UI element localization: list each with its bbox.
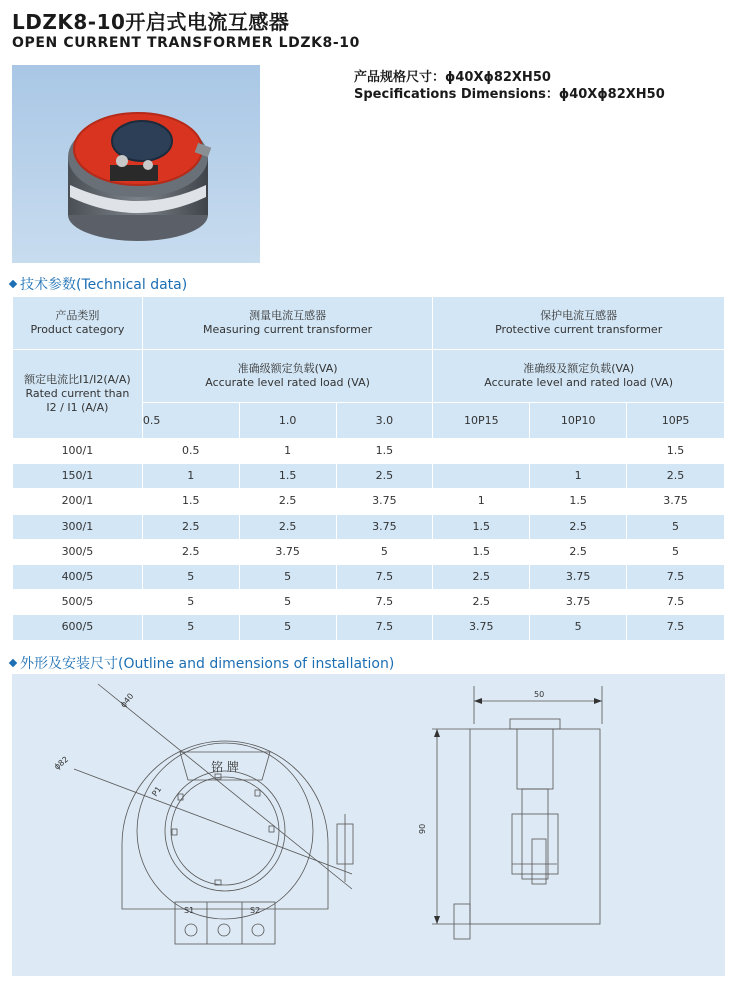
- accuracy-en: Accurate level rated load (VA): [205, 376, 370, 389]
- load-value-cell: 7.5: [336, 564, 433, 589]
- load-value-cell: 2.5: [433, 564, 530, 589]
- ratio-value-cell: 150/1: [13, 464, 143, 489]
- ratio-value-cell: 200/1: [13, 489, 143, 514]
- class-cell: 10P5: [627, 403, 725, 439]
- load-value-cell: 5: [142, 590, 239, 615]
- table-row: [13, 489, 725, 514]
- class-cell: 10P15: [433, 403, 530, 439]
- ratio-en1: Rated current than: [25, 387, 130, 400]
- table-row: [13, 564, 725, 589]
- load-value-cell: 5: [336, 539, 433, 564]
- load-value-cell: 1.5: [433, 539, 530, 564]
- load-value-cell: 2.5: [627, 464, 725, 489]
- category-en: Product category: [30, 323, 125, 336]
- accuracy-cell: [142, 350, 433, 403]
- load-value-cell: [433, 464, 530, 489]
- load-value-cell: 3.75: [530, 590, 627, 615]
- load-value-cell: 1.5: [433, 514, 530, 539]
- accuracy-prot-en: Accurate level and rated load (VA): [484, 376, 674, 389]
- technical-data-table: [12, 296, 725, 641]
- load-value-cell: 1.5: [530, 489, 627, 514]
- class-cell: 1.0: [239, 403, 336, 439]
- table-row: [13, 590, 725, 615]
- page-subtitle: OPEN CURRENT TRANSFORMER LDZK8-10: [12, 35, 360, 51]
- load-value-cell: 1.5: [142, 489, 239, 514]
- p1-label: P1: [150, 784, 164, 799]
- load-value-cell: 1.5: [627, 439, 725, 464]
- table-row: [13, 615, 725, 640]
- spec-en: Specifications Dimensions：ϕ40Xϕ82XH50: [354, 87, 665, 102]
- load-value-cell: 2.5: [336, 464, 433, 489]
- load-value-cell: 1: [142, 464, 239, 489]
- protective-en: Protective current transformer: [495, 323, 663, 336]
- load-value-cell: 3.75: [433, 615, 530, 640]
- table-body: [13, 439, 725, 641]
- load-value-cell: 2.5: [239, 489, 336, 514]
- header-row-category: [13, 297, 725, 350]
- ratio-en2: I2 / I1 (A/A): [46, 401, 109, 414]
- load-value-cell: 2.5: [239, 514, 336, 539]
- nameplate-label: 铭 牌: [211, 760, 239, 774]
- load-value-cell: 1: [433, 489, 530, 514]
- load-value-cell: 2.5: [142, 539, 239, 564]
- load-value-cell: 1.5: [336, 439, 433, 464]
- load-value-cell: 7.5: [627, 564, 725, 589]
- ratio-value-cell: 100/1: [13, 439, 143, 464]
- ratio-value-cell: 300/1: [13, 514, 143, 539]
- load-value-cell: 5: [627, 514, 725, 539]
- ratio-value-cell: 400/5: [13, 564, 143, 589]
- diamond-bullet-icon: [9, 659, 17, 667]
- ratio-value-cell: 300/5: [13, 539, 143, 564]
- load-value-cell: 1: [239, 439, 336, 464]
- outline-drawing-svg: [12, 674, 725, 976]
- load-value-cell: 3.75: [239, 539, 336, 564]
- measuring-cell: [142, 297, 433, 350]
- table-row: [13, 464, 725, 489]
- phi40-label: ϕ40: [118, 691, 136, 710]
- table-row: [13, 514, 725, 539]
- section-outline-label: 外形及安装尺寸(Outline and dimensions of installation): [20, 656, 395, 672]
- category-cn: 产品类别: [55, 309, 100, 322]
- load-value-cell: 2.5: [530, 539, 627, 564]
- accuracy-prot-cn: 准确级及额定负载(VA): [523, 362, 635, 375]
- section-technical-title: [10, 274, 187, 294]
- section-technical-label: 技术参数(Technical data): [20, 277, 188, 293]
- s2-label: S2: [250, 906, 261, 915]
- load-value-cell: 5: [142, 615, 239, 640]
- load-value-cell: 5: [530, 615, 627, 640]
- load-value-cell: 5: [142, 564, 239, 589]
- load-value-cell: 3.75: [336, 514, 433, 539]
- header-row-accuracy: [13, 350, 725, 403]
- section-outline-title: [10, 653, 394, 673]
- load-value-cell: 3.75: [627, 489, 725, 514]
- diamond-bullet-icon: [9, 280, 17, 288]
- table-row: [13, 439, 725, 464]
- load-value-cell: [530, 439, 627, 464]
- dim-height-label: 90: [418, 823, 427, 834]
- load-value-cell: 3.75: [530, 564, 627, 589]
- load-value-cell: 7.5: [336, 590, 433, 615]
- class-cell: 3.0: [336, 403, 433, 439]
- dim-width-label: 50: [534, 690, 545, 699]
- load-value-cell: 2.5: [530, 514, 627, 539]
- load-value-cell: 1.5: [239, 464, 336, 489]
- category-cell: [13, 297, 143, 350]
- accuracy-cn: 准确级额定负载(VA): [237, 362, 338, 375]
- measuring-cn: 测量电流互感器: [249, 309, 327, 322]
- load-value-cell: 2.5: [142, 514, 239, 539]
- accuracy-prot-cell: [433, 350, 725, 403]
- class-cell: 0.5: [142, 403, 239, 439]
- class-cell: 10P10: [530, 403, 627, 439]
- spec-cn: 产品规格尺寸：ϕ40Xϕ82XH50: [354, 70, 551, 85]
- product-photo: [12, 65, 260, 263]
- load-value-cell: 1: [530, 464, 627, 489]
- load-value-cell: 0.5: [142, 439, 239, 464]
- load-value-cell: 2.5: [433, 590, 530, 615]
- load-value-cell: 5: [239, 615, 336, 640]
- protective-cell: [433, 297, 725, 350]
- load-value-cell: [433, 439, 530, 464]
- ratio-value-cell: 600/5: [13, 615, 143, 640]
- measuring-en: Measuring current transformer: [203, 323, 373, 336]
- load-value-cell: 5: [239, 564, 336, 589]
- outline-drawing: [12, 674, 725, 976]
- load-value-cell: 3.75: [336, 489, 433, 514]
- load-value-cell: 7.5: [336, 615, 433, 640]
- ratio-value-cell: 500/5: [13, 590, 143, 615]
- load-value-cell: 7.5: [627, 590, 725, 615]
- ratio-cell: [13, 350, 143, 439]
- protective-cn: 保护电流互感器: [540, 309, 618, 322]
- load-value-cell: 7.5: [627, 615, 725, 640]
- page-title: LDZK8-10开启式电流互感器: [12, 10, 290, 34]
- load-value-cell: 5: [627, 539, 725, 564]
- ratio-cn: 额定电流比I1/I2(A/A): [24, 373, 131, 386]
- load-value-cell: 5: [239, 590, 336, 615]
- s1-label: S1: [184, 906, 195, 915]
- table-row: [13, 539, 725, 564]
- phi82-label: ϕ82: [52, 754, 71, 772]
